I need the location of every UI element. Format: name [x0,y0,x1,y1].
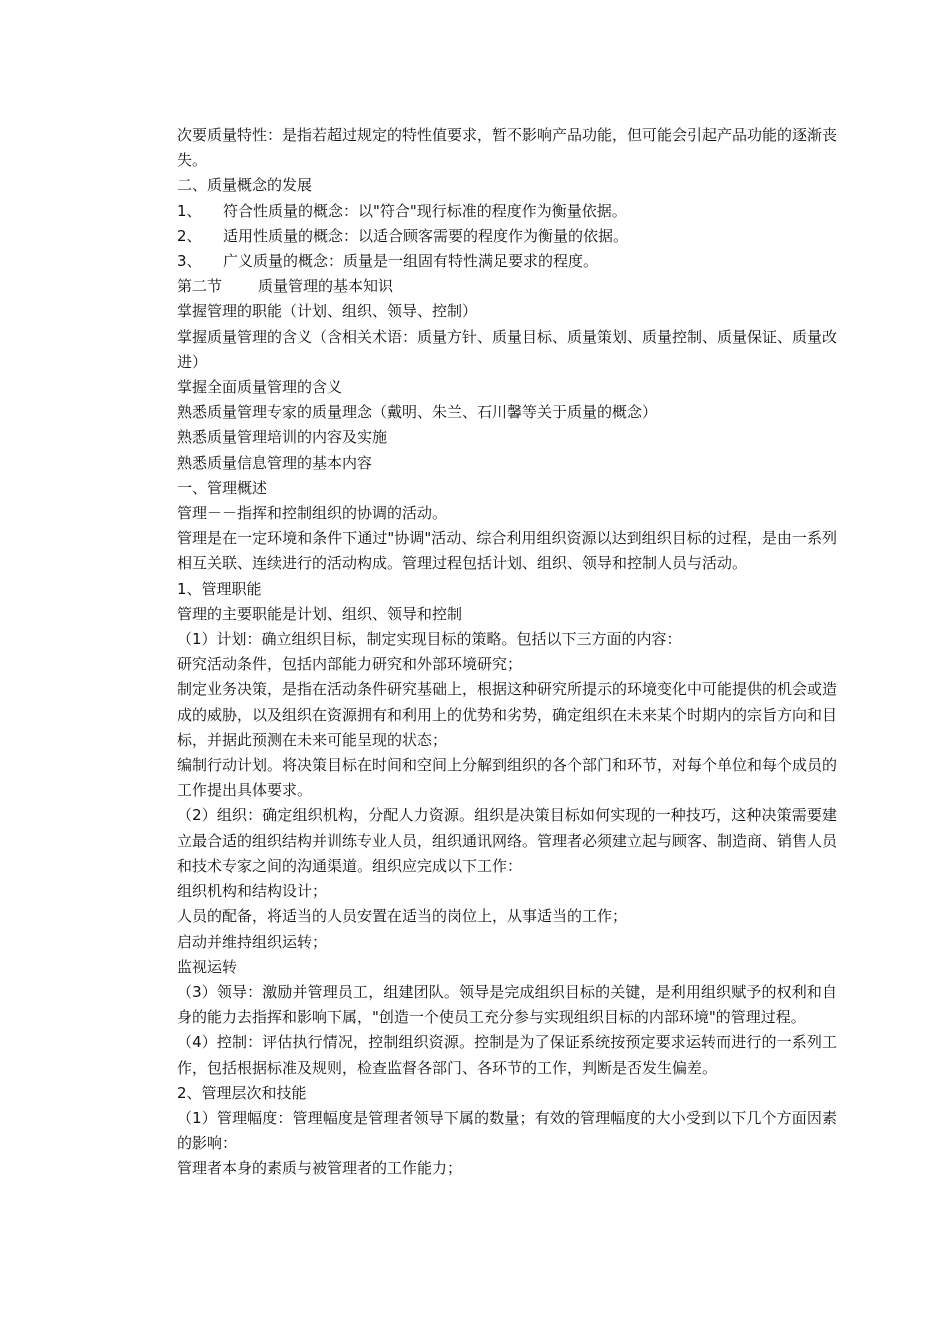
heading-management-functions: 1、管理职能 [177,579,262,598]
paragraph: 掌握管理的职能（计划、组织、领导、控制） [177,302,478,321]
paragraph: 熟悉质量管理培训的内容及实施 [177,428,388,447]
paragraph: （2）组织：确定组织机构，分配人力资源。组织是决策目标如何实现的一种技巧，这种决策需要建立最合适的组织结构并训练专业人员，组织通讯网络。管理者必须建立起与顾客、制造商、销售人员和技术专家之间的沟通渠道。组织应完成以下工作： [177,806,838,875]
paragraph: 研究活动条件，包括内部能力研究和外部环境研究； [177,655,523,674]
paragraph: 次要质量特性：是指若超过规定的特性值要求，暂不影响产品功能，但可能会引起产品功能的逐渐丧失。 [177,126,838,170]
paragraph: 熟悉质量信息管理的基本内容 [177,453,373,472]
list-text: 适用性质量的概念：以适合顾客需要的程度作为衡量的依据。 [223,226,629,245]
list-item [177,199,837,224]
list-text: 广义质量的概念：质量是一组固有特性满足要求的程度。 [223,252,599,271]
paragraph: 组织机构和结构设计； [177,882,328,901]
section-title: 质量管理的基本知识 [258,277,394,296]
paragraph: 掌握质量管理的含义（含相关术语：质量方针、质量目标、质量策划、质量控制、质量保证、质量改进） [177,327,838,371]
list-number: 2、 [177,226,202,245]
list-item [177,249,837,274]
section-number: 第二节 [177,277,223,296]
paragraph: 人员的配备，将适当的人员安置在适当的岗位上，从事适当的工作； [177,907,628,926]
heading-management-overview: 一、管理概述 [177,478,268,497]
paragraph: （3）领导：激励并管理员工，组建团队。领导是完成组织目标的关键，是利用组织赋予的权利和自身的能力去指挥和影响下属，"创造一个使员工充分参与实现组织目标的内部环境"的管理过程。 [177,982,837,1027]
paragraph: 管理－－指挥和控制组织的协调的活动。 [177,504,448,523]
list-number: 3、 [177,252,202,271]
paragraph: （1）计划：确立组织目标，制定实现目标的策略。包括以下三方面的内容： [177,630,682,649]
section-heading [177,274,837,299]
paragraph: 监视运转 [177,957,238,976]
paragraph: （1）管理幅度：管理幅度是管理者领导下属的数量；有效的管理幅度的大小受到以下几个方面因素的影响： [177,1108,837,1153]
paragraph: （4）控制：评估执行情况，控制组织资源。控制是为了保证系统按预定要求运转而进行的一系列工作，包括根据标准及规则，检查监督各部门、各环节的工作，判断是否发生偏差。 [177,1033,837,1077]
list-item [177,224,837,249]
paragraph: 熟悉质量管理专家的质量理念（戴明、朱兰、石川馨等关于质量的概念） [177,403,658,422]
list-number: 1、 [177,201,202,220]
paragraph: 管理是在一定环境和条件下通过"协调"活动、综合利用组织资源以达到组织目标的过程，是由一系列相互关联、连续进行的活动构成。管理过程包括计划、组织、领导和控制人员与活动。 [177,529,837,573]
paragraph: 编制行动计划。将决策目标在时间和空间上分解到组织的各个部门和环节，对每个单位和每个成员的工作提出具体要求。 [177,756,838,800]
list-text: 符合性质量的概念：以"符合"现行标准的程度作为衡量依据。 [223,201,627,220]
paragraph: 管理的主要职能是计划、组织、领导和控制 [177,604,463,623]
paragraph: 启动并维持组织运转； [177,932,328,951]
heading-management-levels: 2、管理层次和技能 [177,1083,307,1102]
paragraph: 掌握全面质量管理的含义 [177,378,343,397]
heading-concept-development: 二、质量概念的发展 [177,176,313,195]
paragraph: 制定业务决策，是指在活动条件研究基础上，根据这种研究所提示的环境变化中可能提供的机会或造成的威胁，以及组织在资源拥有和利用上的优势和劣势，确定组织在未来某个时期内的宗旨方向和目标，并据此预测在未来可能呈现的状态； [177,680,838,749]
paragraph: 管理者本身的素质与被管理者的工作能力； [177,1159,463,1178]
document-page [177,123,837,1182]
